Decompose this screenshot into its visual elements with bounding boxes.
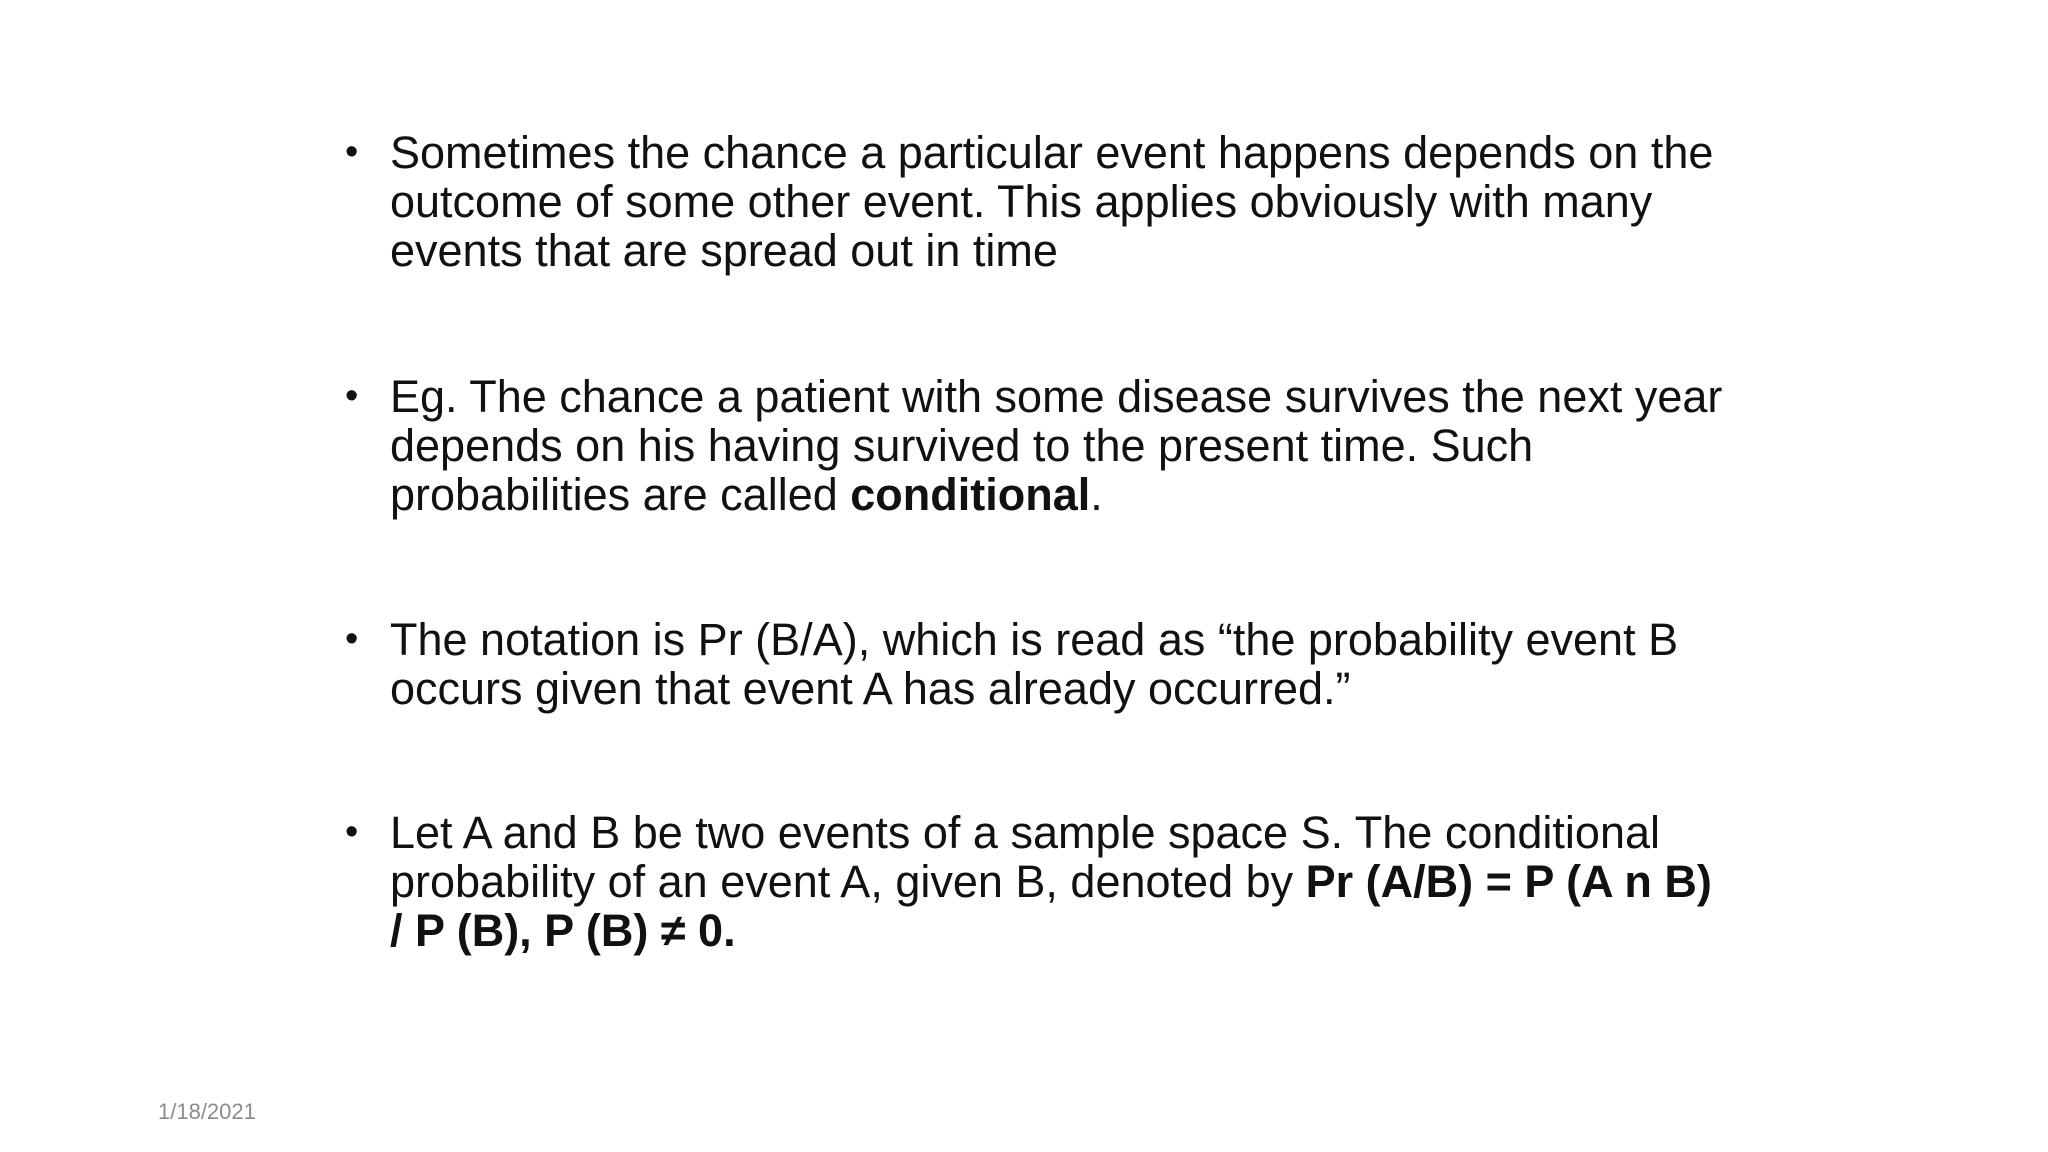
bullet-item-3 [345,615,1725,713]
bullet-item-4 [345,808,1725,955]
bullet-text [390,372,1725,519]
bullet-text-plain: Eg. The chance a patient with some disease survives the next year depends on his having survived to the present time. Such probabilities are called [390,371,1723,520]
bullet-text-plain: Let A and B be two events of a sample space S. The conditional probability of an event A, given B, denoted by [390,807,1660,907]
bullet-icon: • [345,811,359,853]
bold-term: conditional [850,469,1091,520]
bullet-text: The notation is Pr (B/A), which is read as “the probability event B occurs given that event A has already occurred.” [390,614,1679,714]
bullet-text: Sometimes the chance a particular event happens depends on the outcome of some other event. This applies obviously with many events that are spread out in time [390,127,1714,276]
bullet-item-1 [345,128,1725,275]
bullet-text-plain: . [1090,469,1103,520]
formula: Pr (A/B) = P (A n B) / P (B), P (B) ≠ 0. [390,856,1712,956]
bullet-item-2 [345,372,1725,519]
bullet-text [390,808,1725,955]
footer-date: 1/18/2021 [158,1099,256,1124]
bullet-icon: • [345,375,359,417]
bullet-icon: • [345,131,359,173]
bullet-icon: • [345,618,359,660]
